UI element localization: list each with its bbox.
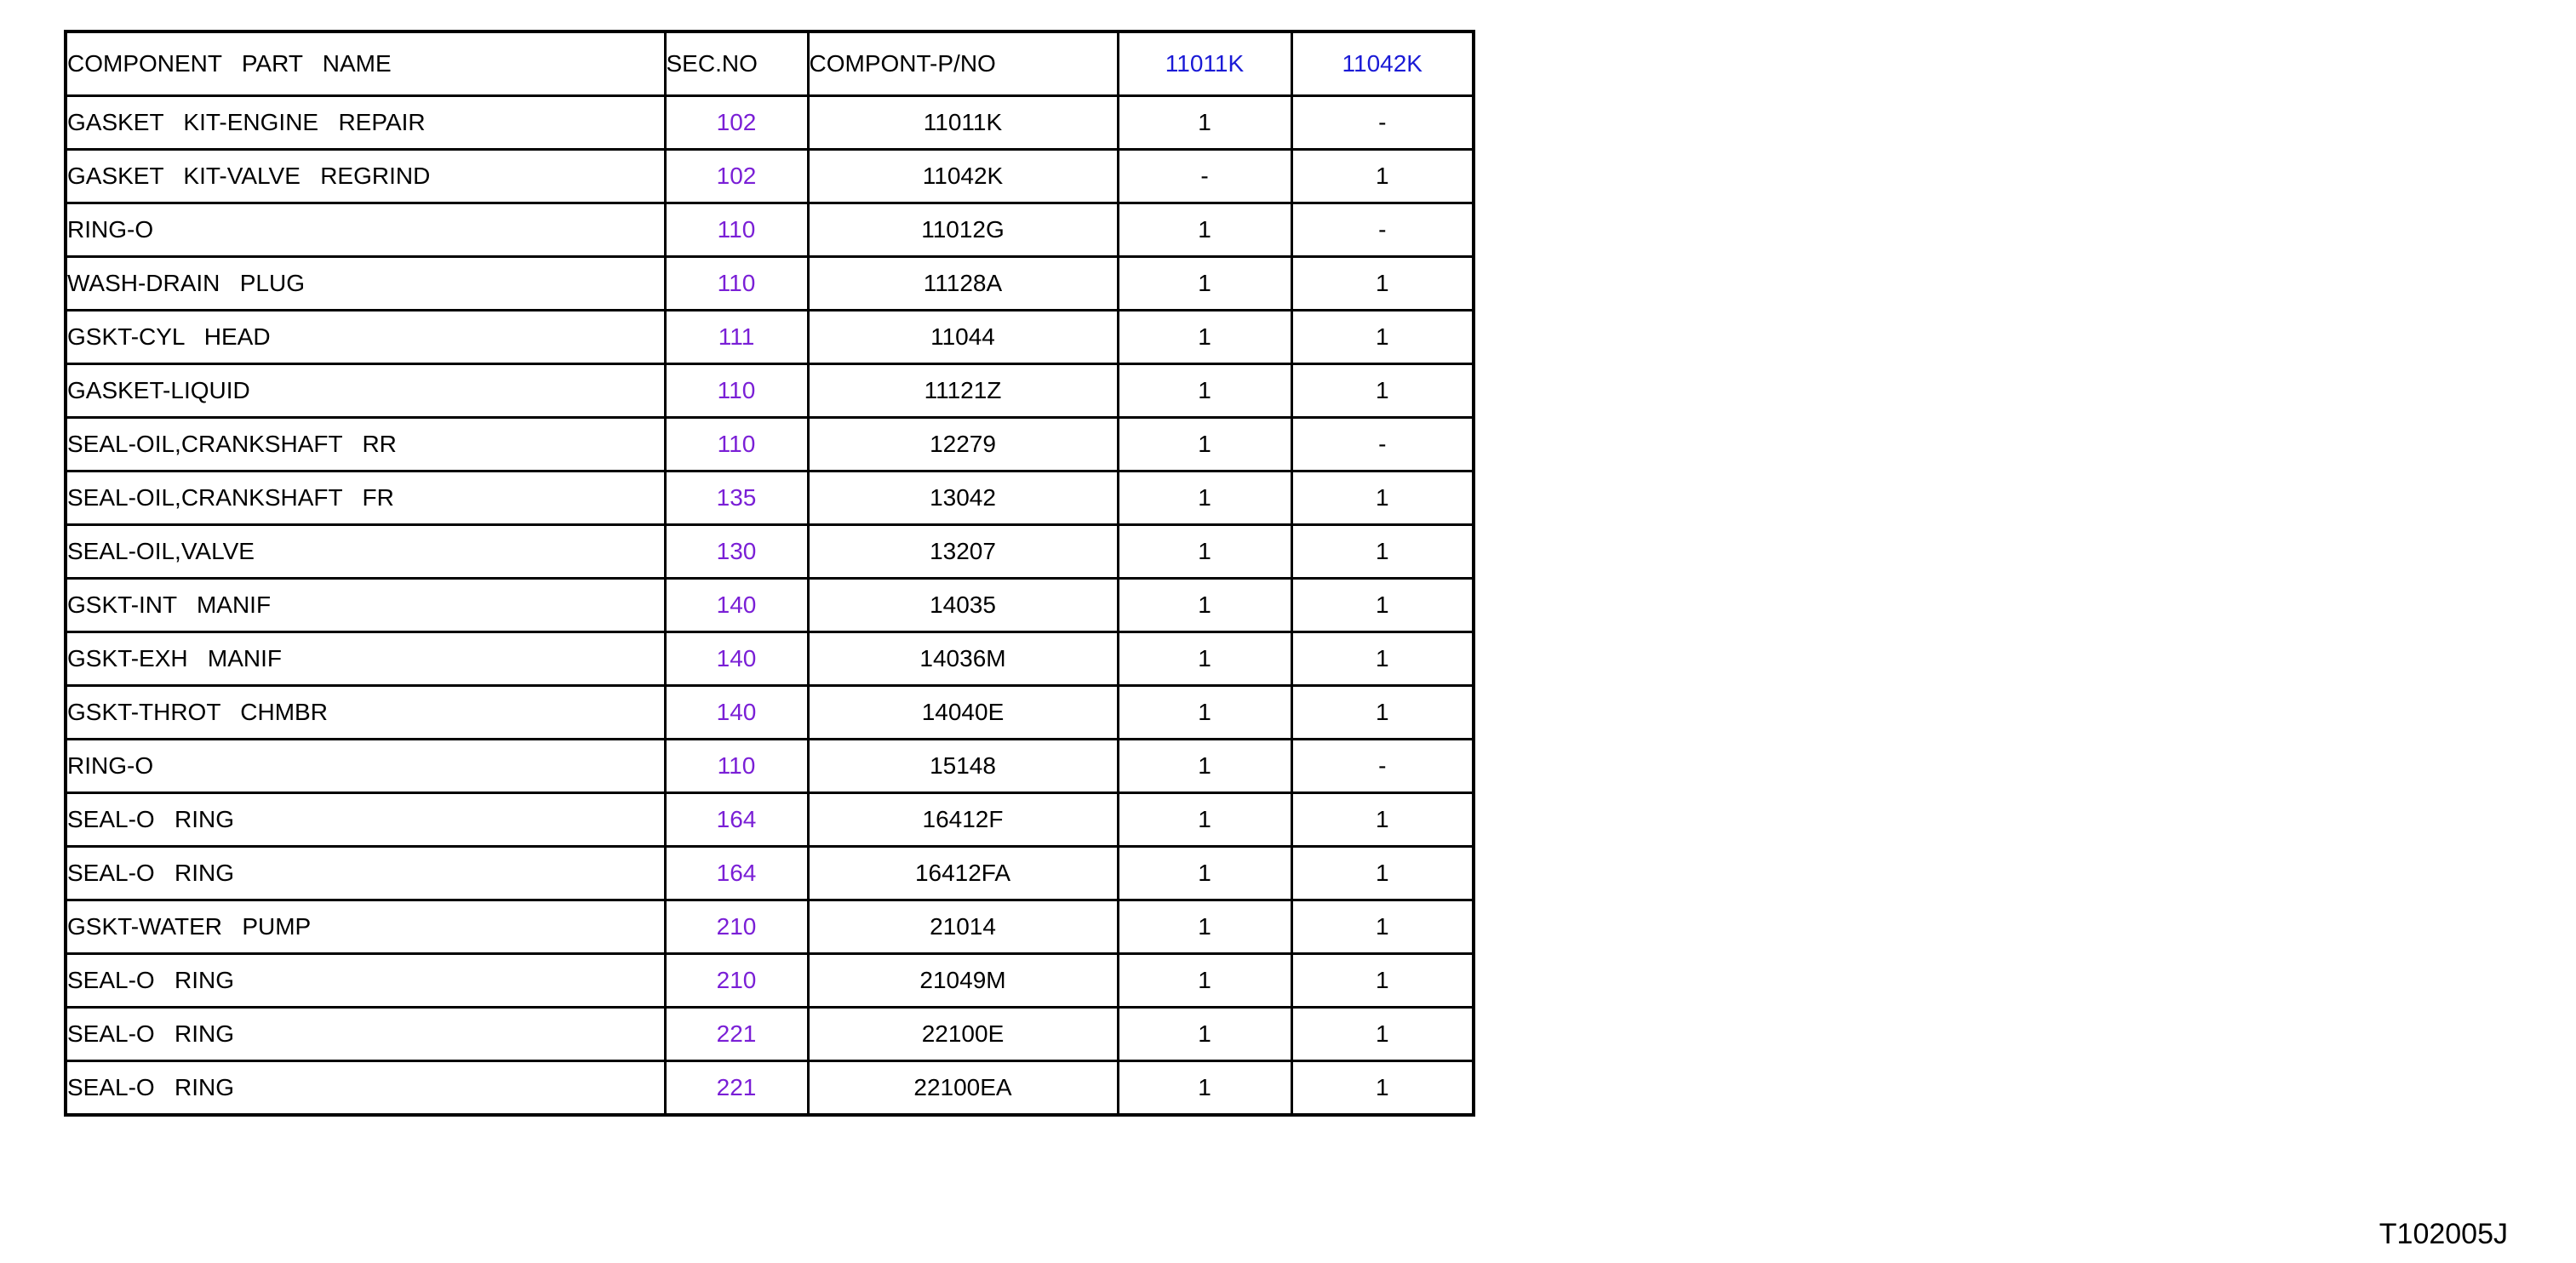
qty-11042k-cell: 1 — [1291, 632, 1474, 686]
part-name-cell: GSKT-THROT CHMBR — [66, 686, 665, 740]
qty-11011k-cell: 1 — [1118, 579, 1291, 632]
part-number-cell: 22100E — [808, 1008, 1118, 1061]
drawing-id: T102005J — [2379, 1218, 2508, 1250]
sec-no-cell: 110 — [665, 740, 808, 793]
part-name-cell: GSKT-INT MANIF — [66, 579, 665, 632]
part-name-cell: SEAL-O RING — [66, 954, 665, 1008]
part-number-cell: 11042K — [808, 150, 1118, 203]
table-body — [66, 96, 1474, 1116]
table-row — [66, 632, 1474, 686]
qty-11011k-cell: - — [1118, 150, 1291, 203]
table-row — [66, 96, 1474, 150]
qty-11011k-cell: 1 — [1118, 900, 1291, 954]
qty-11011k-cell: 1 — [1118, 418, 1291, 471]
part-name-cell: GASKET-LIQUID — [66, 364, 665, 418]
table-row — [66, 740, 1474, 793]
table-row — [66, 1061, 1474, 1116]
qty-11011k-cell: 1 — [1118, 525, 1291, 579]
qty-11042k-cell: 1 — [1291, 847, 1474, 900]
part-name-cell: RING-O — [66, 740, 665, 793]
qty-11011k-cell: 1 — [1118, 686, 1291, 740]
sec-no-cell: 210 — [665, 900, 808, 954]
qty-11011k-cell: 1 — [1118, 1061, 1291, 1116]
table-header-row — [66, 31, 1474, 96]
qty-11042k-cell: - — [1291, 418, 1474, 471]
qty-11011k-cell: 1 — [1118, 740, 1291, 793]
part-number-cell: 13207 — [808, 525, 1118, 579]
part-name-cell: GASKET KIT-ENGINE REPAIR — [66, 96, 665, 150]
table-row — [66, 311, 1474, 364]
qty-11011k-cell: 1 — [1118, 471, 1291, 525]
sec-no-cell: 164 — [665, 793, 808, 847]
qty-11011k-cell: 1 — [1118, 257, 1291, 311]
qty-11042k-cell: 1 — [1291, 900, 1474, 954]
part-name-cell: SEAL-O RING — [66, 793, 665, 847]
table-row — [66, 525, 1474, 579]
part-number-cell: 14035 — [808, 579, 1118, 632]
qty-11011k-cell: 1 — [1118, 96, 1291, 150]
part-number-cell: 11044 — [808, 311, 1118, 364]
part-name-cell: GASKET KIT-VALVE REGRIND — [66, 150, 665, 203]
parts-table — [64, 30, 1475, 1117]
table-row — [66, 954, 1474, 1008]
sec-no-cell: 210 — [665, 954, 808, 1008]
part-number-cell: 16412FA — [808, 847, 1118, 900]
part-number-cell: 11128A — [808, 257, 1118, 311]
qty-11042k-cell: 1 — [1291, 1061, 1474, 1116]
qty-11042k-cell: 1 — [1291, 525, 1474, 579]
qty-11011k-cell: 1 — [1118, 311, 1291, 364]
part-name-cell: SEAL-OIL,VALVE — [66, 525, 665, 579]
qty-11011k-cell: 1 — [1118, 632, 1291, 686]
sec-no-cell: 102 — [665, 150, 808, 203]
part-name-cell: SEAL-O RING — [66, 1008, 665, 1061]
qty-11042k-cell: 1 — [1291, 150, 1474, 203]
part-name-cell: SEAL-O RING — [66, 1061, 665, 1116]
qty-11042k-cell: 1 — [1291, 1008, 1474, 1061]
header-sec-no: SEC.NO — [665, 31, 808, 96]
sec-no-cell: 221 — [665, 1008, 808, 1061]
sec-no-cell: 110 — [665, 257, 808, 311]
header-component-part-name: COMPONENT PART NAME — [66, 31, 665, 96]
qty-11042k-cell: 1 — [1291, 686, 1474, 740]
sec-no-cell: 135 — [665, 471, 808, 525]
qty-11042k-cell: 1 — [1291, 471, 1474, 525]
table-row — [66, 686, 1474, 740]
part-number-cell: 12279 — [808, 418, 1118, 471]
qty-11042k-cell: 1 — [1291, 793, 1474, 847]
table-row — [66, 793, 1474, 847]
part-name-cell: RING-O — [66, 203, 665, 257]
part-number-cell: 11012G — [808, 203, 1118, 257]
qty-11011k-cell: 1 — [1118, 203, 1291, 257]
qty-11042k-cell: - — [1291, 96, 1474, 150]
part-number-cell: 21014 — [808, 900, 1118, 954]
table-row — [66, 150, 1474, 203]
table-row — [66, 579, 1474, 632]
sec-no-cell: 164 — [665, 847, 808, 900]
sec-no-cell: 110 — [665, 203, 808, 257]
qty-11042k-cell: 1 — [1291, 364, 1474, 418]
header-kit-11042k: 11042K — [1291, 31, 1474, 96]
sec-no-cell: 130 — [665, 525, 808, 579]
part-name-cell: SEAL-O RING — [66, 847, 665, 900]
part-name-cell: GSKT-WATER PUMP — [66, 900, 665, 954]
qty-11042k-cell: - — [1291, 203, 1474, 257]
qty-11042k-cell: 1 — [1291, 257, 1474, 311]
part-number-cell: 21049M — [808, 954, 1118, 1008]
sec-no-cell: 111 — [665, 311, 808, 364]
sec-no-cell: 221 — [665, 1061, 808, 1116]
table-row — [66, 364, 1474, 418]
part-number-cell: 11011K — [808, 96, 1118, 150]
part-name-cell: SEAL-OIL,CRANKSHAFT FR — [66, 471, 665, 525]
sec-no-cell: 110 — [665, 364, 808, 418]
sec-no-cell: 140 — [665, 632, 808, 686]
qty-11011k-cell: 1 — [1118, 847, 1291, 900]
table-row — [66, 471, 1474, 525]
sec-no-cell: 102 — [665, 96, 808, 150]
header-kit-11011k: 11011K — [1118, 31, 1291, 96]
sec-no-cell: 140 — [665, 686, 808, 740]
qty-11042k-cell: 1 — [1291, 311, 1474, 364]
qty-11042k-cell: 1 — [1291, 579, 1474, 632]
part-name-cell: WASH-DRAIN PLUG — [66, 257, 665, 311]
part-name-cell: GSKT-EXH MANIF — [66, 632, 665, 686]
header-component-part-number: COMPONT-P/NO — [808, 31, 1118, 96]
qty-11042k-cell: - — [1291, 740, 1474, 793]
part-number-cell: 16412F — [808, 793, 1118, 847]
sec-no-cell: 140 — [665, 579, 808, 632]
table-row — [66, 900, 1474, 954]
part-name-cell: GSKT-CYL HEAD — [66, 311, 665, 364]
part-number-cell: 22100EA — [808, 1061, 1118, 1116]
qty-11042k-cell: 1 — [1291, 954, 1474, 1008]
qty-11011k-cell: 1 — [1118, 954, 1291, 1008]
qty-11011k-cell: 1 — [1118, 793, 1291, 847]
part-name-cell: SEAL-OIL,CRANKSHAFT RR — [66, 418, 665, 471]
table-row — [66, 418, 1474, 471]
qty-11011k-cell: 1 — [1118, 364, 1291, 418]
part-number-cell: 11121Z — [808, 364, 1118, 418]
part-number-cell: 13042 — [808, 471, 1118, 525]
table-row — [66, 1008, 1474, 1061]
table-row — [66, 203, 1474, 257]
part-number-cell: 15148 — [808, 740, 1118, 793]
qty-11011k-cell: 1 — [1118, 1008, 1291, 1061]
sec-no-cell: 110 — [665, 418, 808, 471]
part-number-cell: 14036M — [808, 632, 1118, 686]
part-number-cell: 14040E — [808, 686, 1118, 740]
table-row — [66, 847, 1474, 900]
table-row — [66, 257, 1474, 311]
